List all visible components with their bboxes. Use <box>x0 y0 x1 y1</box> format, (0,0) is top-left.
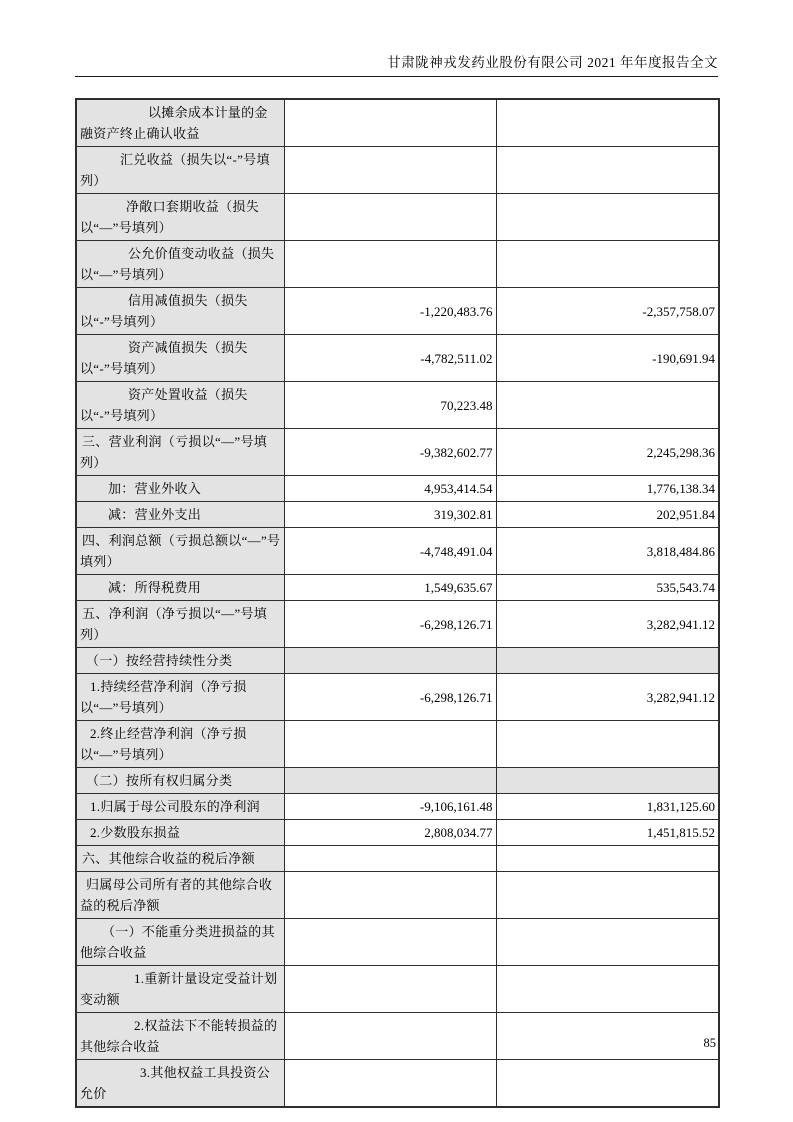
value-cell-1: 2,808,034.77 <box>284 820 496 846</box>
value-cell-1 <box>284 147 496 194</box>
table-row <box>76 147 719 194</box>
value-cell-1 <box>284 648 496 674</box>
table-row <box>76 575 719 601</box>
table-row <box>76 966 719 1013</box>
row-label: 2.少数股东损益 <box>90 825 181 840</box>
page-header <box>75 0 718 77</box>
income-statement-table <box>75 98 720 1108</box>
value-cell-2 <box>496 648 719 674</box>
value-cell-2: 1,451,815.52 <box>496 820 719 846</box>
value-cell-2: 3,282,941.12 <box>496 674 719 721</box>
row-label-cell <box>76 241 284 288</box>
value-cell-1: -9,382,602.77 <box>284 429 496 476</box>
row-label: 资产处置收益（损失以“-”号填列） <box>80 387 248 423</box>
value-cell-2: 1,831,125.60 <box>496 794 719 820</box>
table-row <box>76 768 719 794</box>
table-row <box>76 721 719 768</box>
table-row <box>76 288 719 335</box>
row-label-cell <box>76 919 284 966</box>
table-row <box>76 794 719 820</box>
table-row <box>76 648 719 674</box>
row-label: （二）按所有权归属分类 <box>86 773 233 788</box>
row-label: 2.终止经营净利润（净亏损以“—”号填列） <box>80 726 247 762</box>
value-cell-1: 4,953,414.54 <box>284 476 496 502</box>
row-label-cell <box>76 721 284 768</box>
value-cell-2 <box>496 919 719 966</box>
value-cell-2: 202,951.84 <box>496 502 719 528</box>
row-label: 1.归属于母公司股东的净利润 <box>90 799 260 814</box>
row-label: 减：所得税费用 <box>108 580 202 595</box>
value-cell-1 <box>284 721 496 768</box>
value-cell-2: 3,818,484.86 <box>496 528 719 575</box>
value-cell-1: -1,220,483.76 <box>284 288 496 335</box>
table-row <box>76 528 719 575</box>
row-label-cell <box>76 1060 284 1108</box>
row-label: （一）按经营持续性分类 <box>86 653 233 668</box>
row-label-cell <box>76 99 284 147</box>
value-cell-1 <box>284 966 496 1013</box>
value-cell-1 <box>284 99 496 147</box>
value-cell-1: -4,748,491.04 <box>284 528 496 575</box>
row-label: 三、营业利润（亏损以“—”号填列） <box>80 434 268 470</box>
table-row <box>76 1013 719 1060</box>
value-cell-1: 319,302.81 <box>284 502 496 528</box>
row-label-cell <box>76 429 284 476</box>
row-label-cell <box>76 382 284 429</box>
table-row <box>76 502 719 528</box>
table-row <box>76 820 719 846</box>
row-label: 1.重新计量设定受益计划变动额 <box>80 971 278 1007</box>
row-label-cell <box>76 674 284 721</box>
row-label: 五、净利润（净亏损以“—”号填列） <box>80 606 268 642</box>
row-label-cell <box>76 194 284 241</box>
report-page <box>75 0 718 1122</box>
value-cell-2 <box>496 147 719 194</box>
table-row <box>76 429 719 476</box>
row-label-cell <box>76 1013 284 1060</box>
table-row <box>76 476 719 502</box>
row-label-cell <box>76 601 284 648</box>
value-cell-2 <box>496 872 719 919</box>
value-cell-1 <box>284 194 496 241</box>
row-label: （一）不能重分类进损益的其他综合收益 <box>80 924 275 960</box>
row-label-cell <box>76 648 284 674</box>
value-cell-1: -6,298,126.71 <box>284 601 496 648</box>
value-cell-2: 535,543.74 <box>496 575 719 601</box>
row-label-cell <box>76 335 284 382</box>
page-number: 85 <box>703 1036 716 1050</box>
row-label-cell <box>76 820 284 846</box>
table-row <box>76 99 719 147</box>
value-cell-1 <box>284 1060 496 1108</box>
value-cell-1 <box>284 768 496 794</box>
table-row <box>76 335 719 382</box>
row-label-cell <box>76 476 284 502</box>
value-cell-1 <box>284 919 496 966</box>
row-label-cell <box>76 794 284 820</box>
value-cell-2 <box>496 382 719 429</box>
row-label: 汇兑收益（损失以“-”号填列） <box>80 152 270 188</box>
row-label: 资产减值损失（损失以“-”号填列） <box>80 340 248 376</box>
value-cell-2: 3,282,941.12 <box>496 601 719 648</box>
value-cell-2 <box>496 99 719 147</box>
row-label: 信用减值损失（损失以“-”号填列） <box>80 293 248 329</box>
table-row <box>76 1060 719 1108</box>
row-label: 四、利润总额（亏损总额以“—”号填列） <box>80 533 281 569</box>
row-label-cell <box>76 147 284 194</box>
row-label-cell <box>76 288 284 335</box>
table-row <box>76 846 719 872</box>
value-cell-1: 70,223.48 <box>284 382 496 429</box>
table-row <box>76 194 719 241</box>
table-row <box>76 241 719 288</box>
table-row <box>76 674 719 721</box>
value-cell-2 <box>496 1060 719 1108</box>
row-label-cell <box>76 502 284 528</box>
row-label: 1.持续经营净利润（净亏损以“—”号填列） <box>80 679 247 715</box>
row-label: 公允价值变动收益（损失以“—”号填列） <box>80 246 275 282</box>
table-row <box>76 919 719 966</box>
row-label-cell <box>76 575 284 601</box>
value-cell-1: -9,106,161.48 <box>284 794 496 820</box>
row-label: 归属母公司所有者的其他综合收益的税后净额 <box>80 877 273 913</box>
value-cell-2 <box>496 241 719 288</box>
row-label-cell <box>76 872 284 919</box>
value-cell-2 <box>496 768 719 794</box>
value-cell-1 <box>284 872 496 919</box>
value-cell-2: -2,357,758.07 <box>496 288 719 335</box>
row-label-cell <box>76 528 284 575</box>
value-cell-2 <box>496 194 719 241</box>
row-label: 3.其他权益工具投资公允价 <box>80 1065 271 1101</box>
row-label: 2.权益法下不能转损益的其他综合收益 <box>80 1018 278 1054</box>
row-label: 六、其他综合收益的税后净额 <box>82 851 255 866</box>
table-row <box>76 382 719 429</box>
row-label: 加：营业外收入 <box>108 481 202 496</box>
report-header-title: 甘肃陇神戎发药业股份有限公司 2021 年年度报告全文 <box>387 55 718 70</box>
table-row <box>76 872 719 919</box>
value-cell-1: -4,782,511.02 <box>284 335 496 382</box>
row-label: 净敞口套期收益（损失以“—”号填列） <box>80 199 260 235</box>
value-cell-2: 1,776,138.34 <box>496 476 719 502</box>
row-label: 减：营业外支出 <box>108 507 202 522</box>
value-cell-2 <box>496 966 719 1013</box>
value-cell-1 <box>284 1013 496 1060</box>
table-row <box>76 601 719 648</box>
value-cell-1 <box>284 846 496 872</box>
value-cell-1: -6,298,126.71 <box>284 674 496 721</box>
value-cell-2: -190,691.94 <box>496 335 719 382</box>
value-cell-2 <box>496 846 719 872</box>
value-cell-2: 2,245,298.36 <box>496 429 719 476</box>
row-label: 以摊余成本计量的金融资产终止确认收益 <box>80 105 268 141</box>
value-cell-1 <box>284 241 496 288</box>
row-label-cell <box>76 768 284 794</box>
value-cell-2 <box>496 1013 719 1060</box>
value-cell-2 <box>496 721 719 768</box>
value-cell-1: 1,549,635.67 <box>284 575 496 601</box>
row-label-cell <box>76 846 284 872</box>
row-label-cell <box>76 966 284 1013</box>
